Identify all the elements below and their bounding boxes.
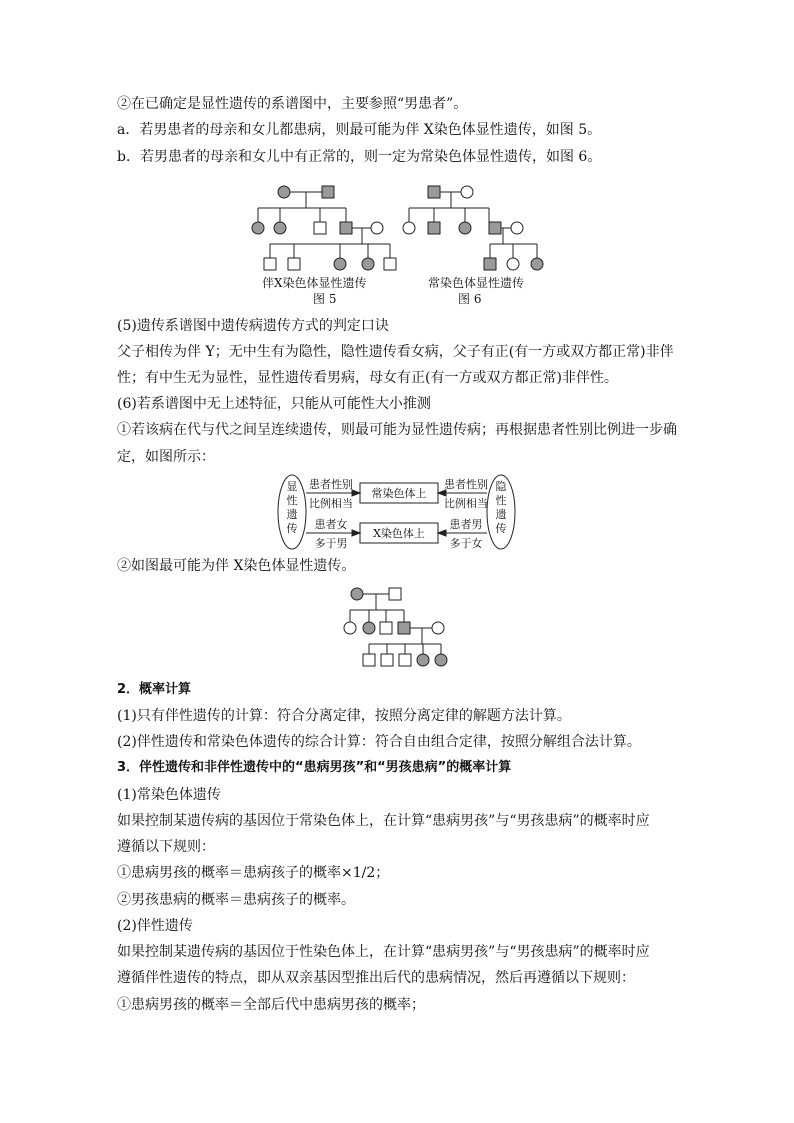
right-oval-char: 遗 [495,508,507,521]
text-line: 性；有中生无为显性，显性遗传看男病，母女有正(有一方或双方都正常)非伴性。 [117,370,618,386]
left-oval-char: 性 [286,494,298,507]
affected-female [435,654,447,666]
right-oval-char: 传 [495,522,507,535]
text-line: 遵循伴性遗传的特点，即从双亲基因型推出后代的患病情况，然后再遵循以下规则： [117,970,635,986]
normal-male [363,654,375,666]
text-line: ②在已确定是显性遗传的系谱图中，主要参照“男患者”。 [117,96,468,112]
text-line: (1)常染色体遗传 [117,787,221,803]
text-line: (5)遗传系谱图中遗传病遗传方式的判定口诀 [117,318,389,334]
text-line: 如果控制某遗传病的基因位于常染色体上，在计算“患病男孩”与“男孩患病”的概率时应 [117,813,650,829]
affected-female [351,588,363,600]
normal-male [380,622,392,634]
arrow-label: 比例相当 [444,497,488,510]
left-oval-char: 遗 [286,508,298,521]
right-oval-char: 隐 [495,480,507,493]
text-line: ②如图最可能为伴 X染色体显性遗传。 [117,558,356,574]
normal-male [389,588,401,600]
affected-female [417,654,429,666]
text-line: 父子相传为伴 Y；无中生有为隐性，隐性遗传看女病，父子有正(有一方或双方都正常)非伴 [117,344,674,360]
normal-male [381,654,393,666]
text-line: a．若男患者的母亲和女儿都患病，则最可能为伴 X染色体显性遗传，如图 5。 [117,122,602,138]
text-line: b．若男患者的母亲和女儿中有正常的，则一定为常染色体显性遗传，如图 6。 [117,149,602,165]
text-line: ①若该病在代与代之间呈连续遗传，则最可能为显性遗传病；再根据患者性别比例进一步确 [117,422,677,438]
arrow-label: 患者男 [449,518,483,531]
normal-male [399,654,411,666]
affected-male [398,622,410,634]
arrow-label: 患者女 [314,518,348,531]
arrow-label: 患者性别 [309,478,353,491]
arrow-label: 多于男 [314,537,348,550]
right-oval-char: 性 [495,494,507,507]
text-line: ①患病男孩的概率＝患病孩子的概率×1/2； [117,865,390,881]
text-line: 定，如图所示： [117,449,215,465]
figure-label: 图 6 [458,292,482,306]
text-line: 遵循以下规则： [117,839,215,855]
normal-female [432,622,444,634]
arrow-label: 患者性别 [444,478,488,491]
x-chromosome-label: X染色体上 [373,527,425,540]
left-oval-char: 显 [286,480,298,493]
text-line: (1)只有伴性遗传的计算：符合分离定律，按照分离定律的解题方法计算。 [117,708,571,724]
text-line: (2)伴性遗传和常染色体遗传的综合计算：符合自由组合定律，按照分解组合法计算。 [117,734,641,750]
figure-caption: 常染色体显性遗传 [428,276,525,290]
figure-caption: 伴X染色体显性遗传 [262,276,367,290]
arrow-label: 多于女 [449,537,483,550]
figure-label: 图 5 [313,292,337,306]
section-heading: 3．伴性遗传和非伴性遗传中的“患病男孩”和“男孩患病”的概率计算 [117,760,512,775]
section-heading: 2．概率计算 [117,682,192,697]
text-line: (2)伴性遗传 [117,918,193,934]
normal-female [344,622,356,634]
text-line: ①患病男孩的概率＝全部后代中患病男孩的概率； [117,997,425,1013]
text-line: ②男孩患病的概率＝患病孩子的概率。 [117,892,355,908]
text-line: (6)若系谱图中无上述特征，只能从可能性大小推测 [117,396,431,412]
text-line: 如果控制某遗传病的基因位于性染色体上，在计算“患病男孩”与“男孩患病”的概率时应 [117,944,650,960]
autosomal-label: 常染色体上 [371,487,427,500]
arrow-label: 比例相当 [309,497,353,510]
affected-female [363,622,375,634]
left-oval-char: 传 [286,522,298,535]
